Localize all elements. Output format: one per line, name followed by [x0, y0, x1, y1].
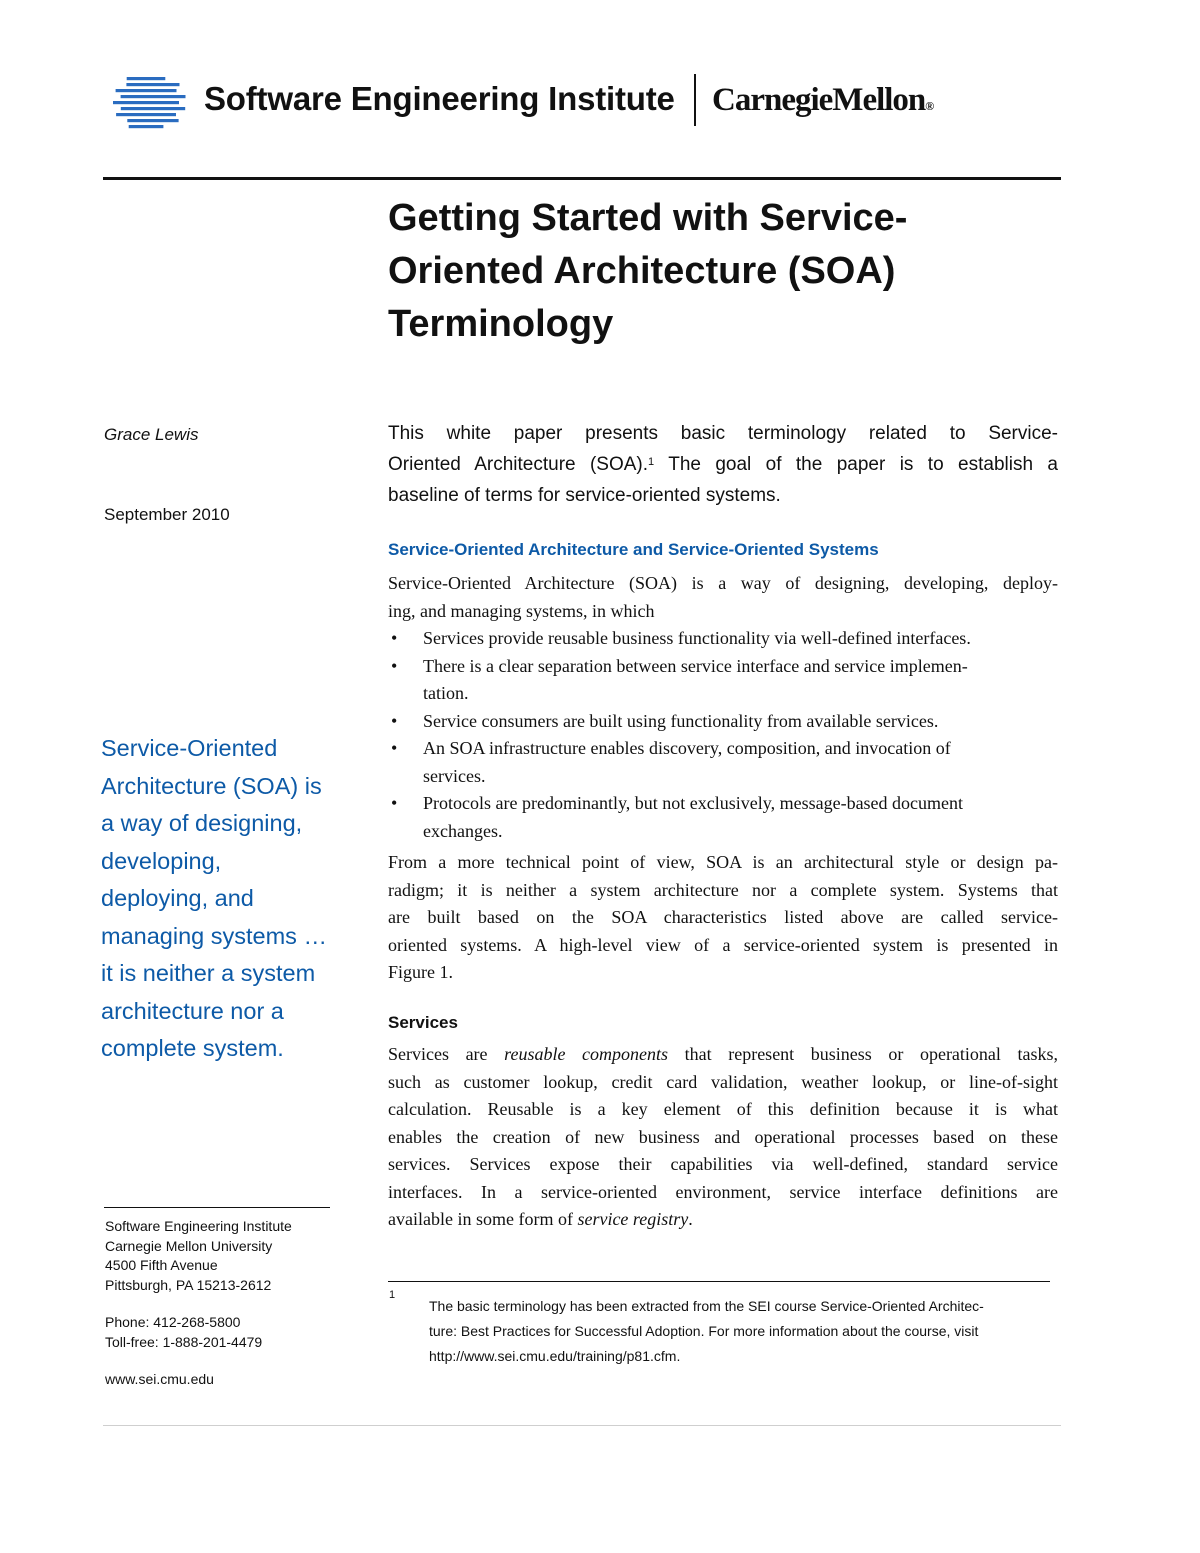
footnote-rule [388, 1281, 1050, 1282]
section-heading-soa: Service-Oriented Architecture and Service-Oriented Systems [388, 540, 879, 559]
intro-paragraph [388, 418, 1058, 511]
logo-stripe [121, 107, 185, 110]
paragraph-line: available in some form of service registry. [388, 1209, 693, 1229]
title-line: Getting Started with Service- [388, 197, 908, 239]
logo-stripe [113, 101, 179, 104]
paragraph-line: calculation. Reusable is a key element of this definition because it is what [388, 1099, 1058, 1119]
intro-line: Oriented Architecture (SOA).$^1$ The goal of the paper is to establish a [388, 454, 1058, 475]
phone-number: Phone: 412-268-5800 [105, 1314, 241, 1330]
address-line: Pittsburgh, PA 15213-2612 [105, 1276, 272, 1293]
intro-line: This white paper presents basic terminology related to Service- [388, 423, 1058, 444]
logo-stripe [126, 83, 179, 86]
soa-bullet-list [388, 625, 1058, 845]
bullet-icon: • [391, 793, 398, 813]
title-line: Oriented Architecture (SOA) [388, 250, 896, 292]
header-rule [103, 177, 1061, 180]
institute-name: Software Engineering Institute [204, 80, 675, 117]
paragraph-line: enables the creation of new business and operational processes based on these [388, 1126, 1058, 1147]
bullet-icon: • [391, 655, 398, 676]
publication-date: September 2010 [104, 505, 230, 524]
logo-stripe [127, 119, 178, 122]
technical-view-paragraph [388, 849, 1058, 987]
logo-stripe [127, 77, 166, 80]
list-item: • There is a clear separation between service interface and service implemen- tation. [388, 653, 1058, 708]
logo-stripe [116, 89, 177, 92]
title-line: Terminology [388, 303, 614, 345]
paragraph-line: such as customer lookup, credit card validation, weather lookup, or line-of-sight [388, 1071, 1058, 1092]
list-item: • Protocols are predominantly, but not exclusively, message-based document exchanges. [388, 790, 1058, 845]
footnote-line: The basic terminology has been extracted from the SEI course Service-Oriented Architec- [429, 1298, 984, 1314]
footnote-number: 1 [389, 1289, 396, 1301]
pull-quote-line: managing systems … [101, 922, 327, 949]
pull-quote-line: complete system. [101, 1035, 284, 1061]
pull-quote-line: Architecture (SOA) is [101, 772, 322, 799]
address-line: Carnegie Mellon University [105, 1237, 273, 1254]
contact-block [105, 1217, 292, 1390]
paragraph-line: oriented systems. A high-level view of a service-oriented system is presented in [388, 934, 1058, 955]
list-item: • Services provide reusable business functionality via well-defined interfaces. [388, 625, 1058, 653]
logo-stripe [129, 125, 164, 128]
footnote-text [429, 1294, 1054, 1369]
paragraph-line: radigm; it is neither a system architecture nor a complete system. Systems that [388, 879, 1058, 900]
footer-rule [103, 1425, 1061, 1426]
list-item: • An SOA infrastructure enables discovery, composition, and invocation of services. [388, 735, 1058, 790]
paragraph-line: ing, and managing systems, in which [388, 600, 655, 621]
footnote-line: ture: Best Practices for Successful Adoption. For more information about the course, visit [429, 1323, 979, 1339]
bullet-icon: • [391, 710, 398, 731]
website-link[interactable]: www.sei.cmu.edu [105, 1371, 214, 1387]
footnote-url[interactable]: http://www.sei.cmu.edu/training/p81.cfm. [429, 1348, 681, 1364]
tollfree-number: Toll-free: 1-888-201-4479 [105, 1333, 263, 1350]
pull-quote-line: developing, [101, 847, 222, 874]
paragraph-line: Figure 1. [388, 962, 453, 982]
sei-logo-icon [108, 74, 192, 130]
pull-quote-line: Service-Oriented [101, 735, 278, 761]
footnote-ref[interactable]: 1 [648, 456, 655, 468]
address-line: 4500 Fifth Avenue [105, 1257, 218, 1273]
pull-quote-line: a way of designing, [101, 810, 303, 836]
pull-quote-line: architecture nor a [101, 997, 284, 1024]
soa-definition-paragraph [388, 570, 1058, 625]
address-rule [104, 1207, 330, 1208]
section-heading-services: Services [388, 1013, 458, 1032]
logo-stripe [121, 95, 186, 98]
bullet-icon: • [391, 738, 398, 758]
paragraph-line: are built based on the SOA characteristics listed above are called service- [388, 907, 1058, 927]
address-line: Software Engineering Institute [105, 1218, 292, 1234]
paragraph-line: Service-Oriented Architecture (SOA) is a way of designing, developing, deploy- [388, 573, 1058, 593]
bullet-icon: • [391, 628, 398, 648]
logo-stripe [116, 113, 176, 116]
intro-line: baseline of terms for service-oriented systems. [388, 485, 781, 506]
pull-quote [101, 730, 351, 1068]
paragraph-line: interfaces. In a service-oriented environment, service interface definitions are [388, 1181, 1058, 1202]
pull-quote-line: deploying, and [101, 885, 254, 911]
header-divider [694, 74, 696, 126]
list-item: • Service consumers are built using functionality from available services. [388, 708, 1058, 736]
paragraph-line: Services are reusable components that represent business or operational tasks, [388, 1044, 1059, 1064]
university-wordmark: CarnegieMellon® [712, 82, 934, 118]
paragraph-line: From a more technical point of view, SOA is an architectural style or design pa- [388, 852, 1058, 872]
author-name: Grace Lewis [104, 425, 199, 444]
pull-quote-line: it is neither a system [101, 960, 316, 986]
paragraph-line: services. Services expose their capabilities via well-defined, standard service [388, 1154, 1058, 1174]
document-title [388, 192, 1048, 351]
services-paragraph [388, 1041, 1058, 1234]
